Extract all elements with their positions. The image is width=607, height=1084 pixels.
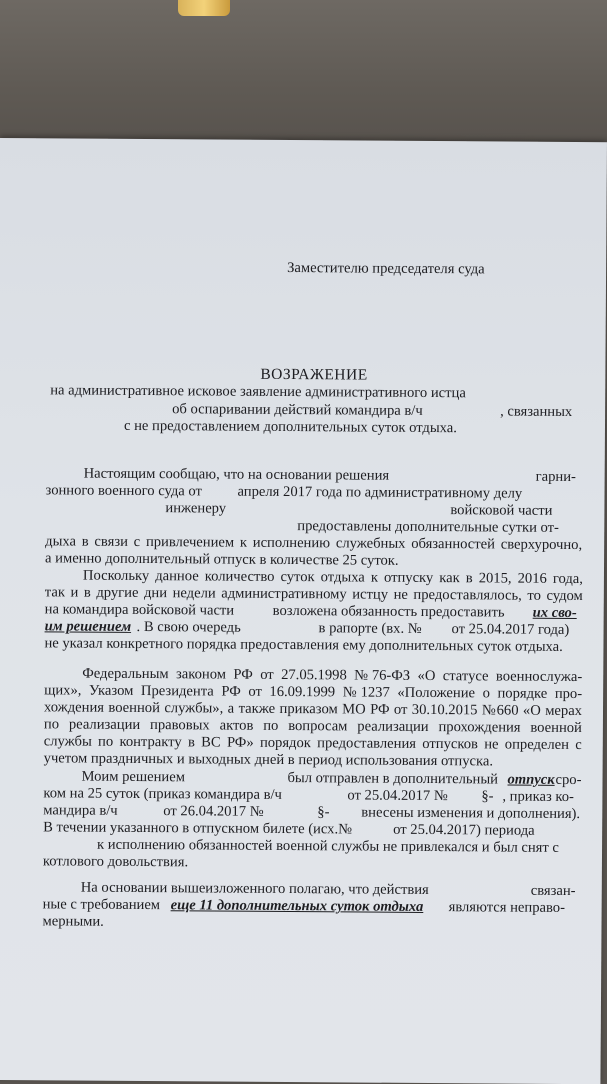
p5-text: ные с требованием [42, 896, 161, 914]
p1-text: гарни- [535, 468, 576, 486]
p5-text: являются неправо- [448, 899, 566, 916]
p2-text: так и в другие дни недели административному истцу не предоставлялось, то судом [44, 584, 583, 605]
p4-text: Моим решением [81, 768, 186, 786]
p4-text: сро- [555, 771, 582, 789]
p1-text: инженеру [165, 500, 227, 517]
document-title: ВОЗРАЖЕНИЕ [260, 365, 368, 384]
p1-text: дыха в связи с привлечением к исполнению служебных обязанностей сверхурочно, [45, 533, 583, 554]
p2-text: от 25.04.2017 года) [451, 621, 570, 638]
p4-text: был отправлен в дополнительный [287, 770, 499, 788]
p2-text: . В свою очередь [136, 618, 241, 636]
p5-text: связан- [530, 882, 576, 900]
p5-text: мерными. [42, 913, 104, 930]
subtitle-line-2a: об оспаривании действий командира в/ч [172, 401, 423, 419]
p4-text: мандира в/ч [43, 802, 118, 819]
p2-emphasis: их сво- [532, 604, 577, 622]
p1-text: войсковой части [450, 502, 553, 519]
p4-text: , приказ ко- [502, 788, 574, 806]
p4-text: В течении указанного в отпускном билете (исх.№ [43, 819, 353, 838]
p4-text: ком на 25 суток (приказ командира в/ч [43, 785, 282, 803]
p1-text: а именно дополнительный отпуск в количестве 25 суток. [45, 550, 399, 569]
p2-text: в рапорте (вх. № [318, 620, 422, 637]
p2-text: не указал конкретного порядка предоставления ему дополнительных суток отдыха. [44, 635, 563, 655]
table-surface [0, 0, 607, 150]
p1-text: зонного военного суда от [45, 482, 202, 500]
p3-text: службы по контракту в ВС РФ» порядок предоставления отпусков не определен с [43, 733, 582, 754]
p3-text: учетом праздничных и выходных дней в период использования отпуска. [43, 750, 494, 770]
p2-text: возложена обязанность предоставить [272, 602, 505, 621]
p4-text: от 25.04.2017) периода [393, 821, 535, 839]
p1-text: апреля 2017 года по административному делу [237, 483, 523, 502]
p3-text: Федеральным законом РФ от 27.05.1998 №76-ФЗ «О статусе военнослужа- [82, 665, 583, 686]
p4-emphasis: отпуск [507, 771, 555, 788]
p4-text: к исполнению обязанностей военной службы не привлекался и был снят с [97, 836, 559, 856]
p4-text: §- [317, 804, 330, 821]
addressee-line: Заместителю председателя суда [287, 260, 485, 278]
subtitle-line-2b: , связанных [500, 403, 573, 421]
p4-text: внесены изменения и дополнения). [361, 804, 581, 823]
p4-text: §- [481, 788, 494, 805]
p1-text: предоставлены дополнительные сутки от- [297, 518, 559, 536]
p3-text: хождения военной службы», а также приказом МО РФ от 30.10.2015 №660 «О мерах [43, 699, 583, 720]
p3-text: щих», Указом Президента РФ от 16.09.1999 №1237 «Положение о порядке про- [44, 682, 583, 703]
p2-text: Поскольку данное количество суток отдыха к отпуску как в 2015, 2016 года, [82, 567, 583, 588]
p4-text: от 25.04.2017 № [347, 787, 448, 805]
p5-emphasis: еще 11 дополнительных суток отдыха [170, 897, 424, 915]
yellow-object-corner [178, 0, 230, 16]
document-sheet [0, 138, 607, 1084]
p2-text: на командира войсковой части [44, 601, 235, 619]
p4-text: от 26.04.2017 № [163, 803, 264, 820]
subtitle-line-3: с не предоставлением дополнительных суток отдыха. [123, 417, 457, 437]
p1-text: Настоящим сообщаю, что на основании решения [83, 465, 390, 484]
p2-emphasis: им решением [44, 618, 132, 635]
p5-text: На основании вышеизложенного полагаю, что действия [80, 879, 429, 899]
p3-text: по реализации правовых актов по вопросам реализации прохождения военной [43, 716, 582, 737]
p4-text: котлового довольствия. [42, 853, 189, 871]
subtitle-line-1: на административное исковое заявление административного истца [50, 382, 466, 402]
